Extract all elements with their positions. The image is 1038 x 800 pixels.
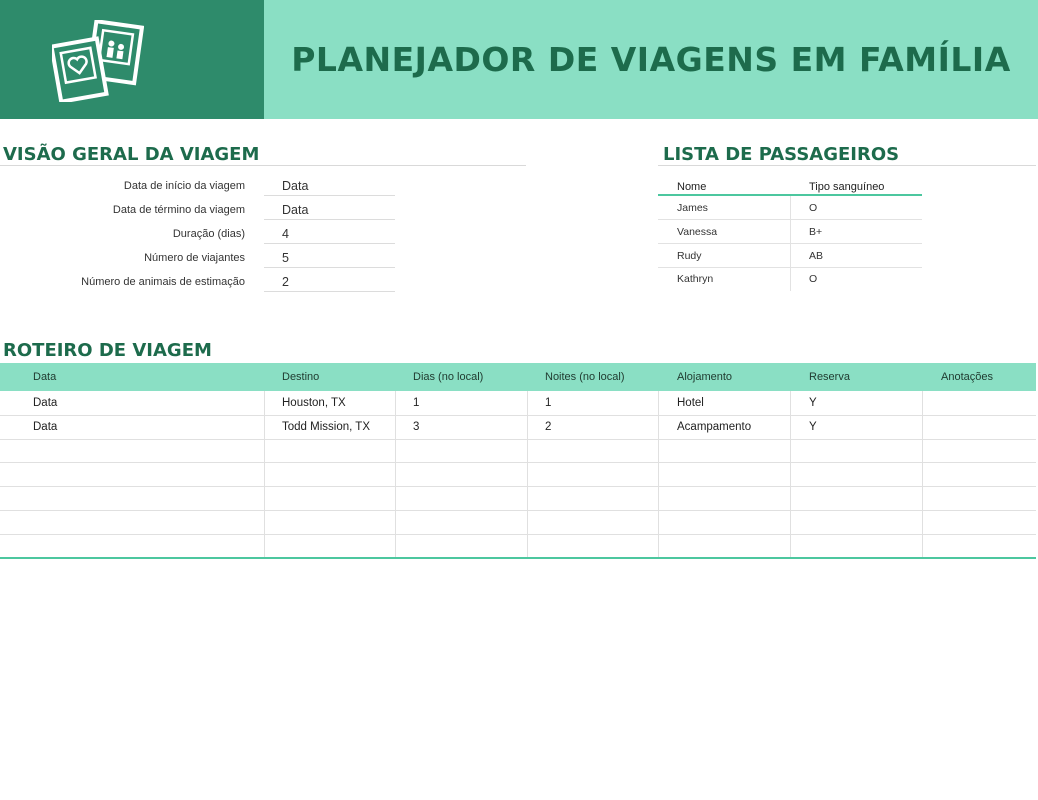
overview-row-line	[264, 291, 395, 292]
passengers-row-line	[658, 243, 922, 244]
itinerary-cell-nights[interactable]: 2	[545, 421, 552, 433]
overview-label: Data de início da viagem	[123, 180, 245, 192]
passenger-name[interactable]: Kathryn	[677, 273, 714, 285]
itinerary-row-line	[0, 486, 1036, 487]
itinerary-header-date: Data	[33, 371, 57, 383]
itinerary-cell-destination[interactable]: Houston, TX	[282, 397, 346, 409]
passengers-row-line	[658, 219, 922, 220]
itinerary-header-lodging: Alojamento	[677, 371, 733, 383]
itinerary-cell-nights[interactable]: 1	[545, 397, 552, 409]
passengers-divider	[658, 165, 1036, 166]
itinerary-header-days: Dias (no local)	[413, 371, 484, 383]
header-logo-area	[0, 0, 264, 119]
itinerary-cell-lodging[interactable]: Acampamento	[677, 421, 752, 433]
itinerary-row-line	[0, 510, 1036, 511]
overview-title: VISÃO GERAL DA VIAGEM	[3, 144, 260, 165]
passenger-blood-type[interactable]: B+	[809, 226, 823, 238]
itinerary-cell-reservation[interactable]: Y	[809, 397, 817, 409]
overview-label: Data de término da viagem	[112, 204, 245, 216]
passenger-name[interactable]: Rudy	[677, 250, 702, 262]
passengers-title: LISTA DE PASSAGEIROS	[663, 144, 900, 165]
passengers-header-name: Nome	[677, 181, 707, 193]
passenger-blood-type[interactable]: AB	[809, 250, 824, 262]
itinerary-cell-reservation[interactable]: Y	[809, 421, 817, 433]
passengers-row-line	[658, 267, 922, 268]
itinerary-header-destination: Destino	[282, 371, 320, 383]
passengers-header-blood: Tipo sanguíneo	[809, 181, 885, 193]
itinerary-header-notes: Anotações	[941, 371, 993, 383]
itinerary-row-line	[0, 534, 1036, 535]
overview-row-line	[264, 243, 395, 244]
itinerary-bottom-line	[0, 557, 1036, 559]
overview-label: Número de animais de estimação	[81, 276, 245, 288]
itinerary-header-nights: Noites (no local)	[545, 371, 625, 383]
header-banner	[264, 0, 1038, 119]
overview-row-line	[264, 219, 395, 220]
itinerary-header-bar	[0, 363, 1036, 391]
itinerary-header-reservation: Reserva	[809, 371, 850, 383]
photo-frames-icon	[52, 20, 144, 102]
overview-label: Número de viajantes	[144, 252, 245, 264]
overview-value[interactable]: Data	[282, 203, 309, 217]
passenger-name[interactable]: James	[677, 202, 708, 214]
passenger-blood-type[interactable]: O	[809, 273, 818, 285]
overview-row-line	[264, 195, 395, 196]
overview-divider	[0, 165, 526, 166]
itinerary-cell-date[interactable]: Data	[33, 397, 58, 409]
passenger-blood-type[interactable]: O	[809, 202, 818, 214]
page-title: PLANEJADOR DE VIAGENS EM FAMÍLIA	[291, 40, 1011, 79]
itinerary-cell-days[interactable]: 3	[413, 421, 420, 433]
itinerary-cell-date[interactable]: Data	[33, 421, 58, 433]
itinerary-cell-destination[interactable]: Todd Mission, TX	[282, 421, 370, 433]
overview-value[interactable]: Data	[282, 179, 309, 193]
overview-value[interactable]: 5	[282, 251, 289, 265]
itinerary-row-line	[0, 462, 1036, 463]
overview-value[interactable]: 4	[282, 227, 289, 241]
overview-value[interactable]: 2	[282, 275, 289, 289]
passenger-name[interactable]: Vanessa	[677, 226, 718, 238]
itinerary-row-line	[0, 415, 1036, 416]
overview-label: Duração (dias)	[172, 228, 245, 240]
itinerary-cell-lodging[interactable]: Hotel	[677, 397, 704, 409]
itinerary-cell-days[interactable]: 1	[413, 397, 420, 409]
itinerary-row-line	[0, 439, 1036, 440]
itinerary-title: ROTEIRO DE VIAGEM	[3, 340, 212, 361]
overview-row-line	[264, 267, 395, 268]
